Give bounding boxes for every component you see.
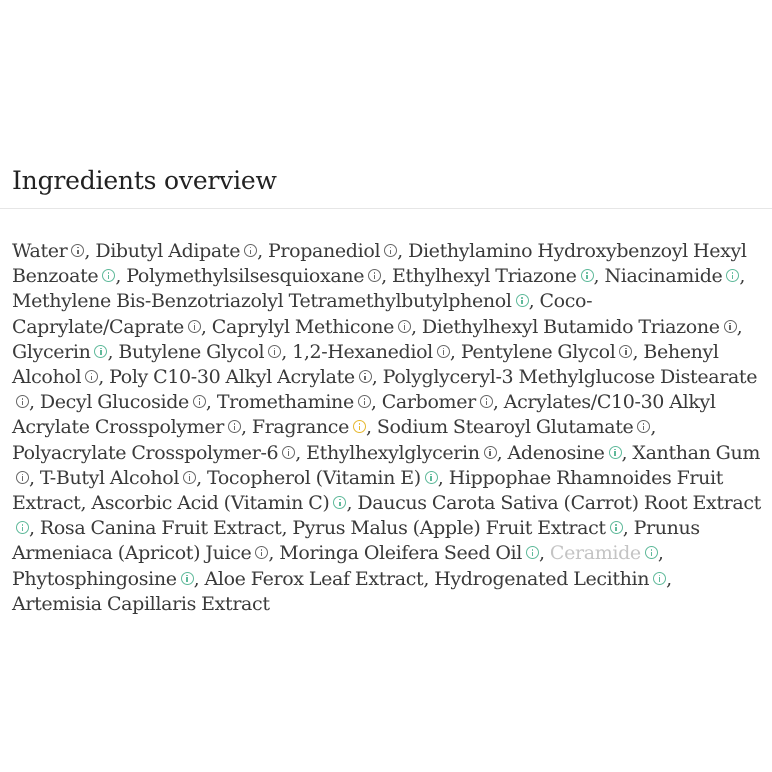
ingredient-separator: , — [666, 567, 672, 590]
ingredient-separator: , — [29, 517, 40, 540]
section-divider — [0, 208, 772, 209]
ingredient-name[interactable]: T-Butyl Alcohol — [39, 466, 180, 489]
ingredient-name[interactable]: Niacinamide — [604, 265, 723, 288]
ingredient-item — [12, 240, 84, 262]
ingredient-name[interactable]: Water — [12, 240, 68, 262]
ingredient-name[interactable]: Prunus Armeniaca (Apricot) Juice — [12, 517, 700, 565]
ingredient-item — [217, 391, 371, 413]
ingredient-name[interactable]: Ethylhexyl Triazone — [392, 265, 577, 288]
ingredient-name[interactable]: Dibutyl Adipate — [95, 240, 241, 262]
ingredient-item — [12, 568, 194, 590]
info-icon[interactable] — [619, 345, 632, 358]
ingredient-separator: , — [84, 240, 96, 262]
ingredient-name[interactable]: Caprylyl Methicone — [211, 315, 394, 338]
ingredient-separator: , — [346, 492, 358, 515]
info-icon[interactable] — [16, 471, 29, 484]
ingredient-item — [212, 316, 411, 338]
ingredient-separator: , — [281, 517, 293, 540]
ingredient-item — [422, 316, 737, 338]
ingredient-name[interactable]: Phytosphingosine — [12, 567, 177, 590]
ingredient-separator: , — [381, 265, 392, 288]
ingredient-name[interactable]: Coco-Caprylate/Caprate — [12, 290, 593, 338]
info-icon[interactable] — [645, 546, 658, 559]
ingredient-item — [377, 416, 651, 438]
ingredient-separator: , — [528, 290, 540, 313]
ingredient-name[interactable]: Xanthan Gum — [632, 441, 761, 464]
ingredient-item — [550, 542, 658, 564]
ingredient-separator: , — [107, 340, 119, 363]
ingredient-item — [392, 265, 594, 287]
ingredient-name[interactable]: Butylene Glycol — [118, 340, 265, 363]
info-icon[interactable] — [516, 294, 529, 307]
ingredient-item — [508, 442, 622, 464]
ingredient-separator: , — [200, 315, 212, 338]
ingredient-item — [279, 542, 539, 564]
ingredient-name[interactable]: Methylene Bis-Benzotriazolyl Tetramethylbutylphenol — [12, 290, 512, 313]
ingredient-separator: , — [736, 315, 743, 338]
ingredient-separator: , — [437, 466, 449, 489]
ingredient-separator: , — [657, 542, 664, 565]
ingredient-item — [268, 240, 397, 262]
ingredient-name[interactable]: Diethylhexyl Butamido Triazone — [421, 315, 720, 338]
info-icon[interactable] — [255, 546, 268, 559]
ingredient-name[interactable]: Propanediol — [267, 240, 381, 262]
ingredient-name[interactable]: Ascorbic Acid (Vitamin C) — [91, 492, 330, 515]
ingredient-name[interactable]: Rosa Canina Fruit Extract — [39, 517, 282, 540]
ingredient-name[interactable]: Polyacrylate Crosspolymer-6 — [12, 441, 279, 464]
ingredient-separator: , — [492, 391, 504, 414]
ingredient-name[interactable]: Tocopherol (Vitamin E) — [207, 466, 421, 489]
info-icon[interactable] — [16, 521, 29, 534]
ingredient-item — [205, 568, 424, 590]
info-icon[interactable] — [188, 320, 201, 333]
ingredient-item — [91, 492, 346, 514]
info-icon[interactable] — [16, 395, 29, 408]
ingredient-item — [461, 341, 633, 363]
info-icon[interactable] — [359, 370, 372, 383]
ingredient-item — [252, 416, 366, 438]
info-icon[interactable] — [653, 572, 666, 585]
ingredient-item — [118, 341, 281, 363]
ingredient-item — [40, 467, 196, 489]
ingredient-separator: , — [423, 567, 435, 590]
info-icon[interactable] — [102, 269, 115, 282]
info-icon[interactable] — [384, 244, 397, 257]
ingredient-name[interactable]: Adenosine — [507, 441, 605, 464]
ingredient-separator: , — [622, 517, 634, 540]
ingredient-name[interactable]: Pentylene Glycol — [460, 340, 616, 363]
ingredient-separator: , — [621, 441, 633, 464]
ingredient-name[interactable]: Carbomer — [381, 391, 476, 414]
ingredient-separator: , — [257, 240, 268, 262]
ingredient-list — [12, 239, 764, 617]
info-icon[interactable] — [85, 370, 98, 383]
ingredient-name[interactable]: Diethylamino Hydroxybenzoyl Hexyl Benzoate — [12, 240, 747, 288]
ingredient-item — [12, 341, 107, 363]
ingredient-separator: , — [80, 492, 92, 515]
ingredient-separator: , — [240, 416, 252, 439]
info-icon[interactable] — [183, 471, 196, 484]
ingredient-separator: , — [281, 340, 293, 363]
ingredient-separator: , — [370, 391, 382, 414]
ingredient-item — [292, 341, 450, 363]
ingredient-name[interactable]: Artemisia Capillaris Extract — [12, 592, 270, 615]
info-icon[interactable] — [181, 572, 194, 585]
ingredient-item — [126, 265, 381, 287]
ingredient-name[interactable]: Hippophae Rhamnoides Fruit Extract — [12, 466, 724, 515]
info-icon[interactable] — [437, 345, 450, 358]
ingredient-item — [40, 391, 206, 413]
ingredient-separator: , — [410, 315, 422, 338]
ingredient-separator: , — [193, 567, 205, 590]
ingredient-name[interactable]: Behenyl Alcohol — [12, 340, 719, 389]
ingredient-separator: , — [115, 265, 127, 288]
ingredient-name[interactable]: Polymethylsilsesquioxane — [126, 265, 365, 288]
ingredient-separator: , — [366, 416, 377, 439]
ingredient-separator: , — [539, 542, 550, 565]
info-icon[interactable] — [333, 496, 346, 509]
ingredient-item — [40, 517, 282, 539]
ingredient-separator: , — [268, 542, 280, 565]
ingredient-separator: , — [496, 441, 508, 464]
info-icon[interactable] — [228, 420, 241, 433]
info-icon[interactable] — [724, 320, 737, 333]
ingredient-separator: , — [205, 391, 217, 414]
ingredient-name[interactable]: Acrylates/C10-30 Alkyl Acrylate Crosspolymer — [12, 391, 716, 439]
ingredient-separator: , — [650, 416, 657, 439]
ingredient-separator: , — [295, 441, 307, 464]
info-icon[interactable] — [609, 446, 622, 459]
ingredient-name[interactable]: Tromethamine — [216, 391, 354, 414]
ingredient-item — [382, 391, 493, 413]
ingredient-item — [604, 265, 739, 287]
ingredient-name[interactable]: Moringa Oleifera Seed Oil — [279, 542, 523, 565]
ingredient-item — [292, 517, 622, 539]
info-icon[interactable] — [244, 244, 257, 257]
info-icon[interactable] — [268, 345, 281, 358]
ingredient-item — [434, 568, 666, 590]
section-title: Ingredients overview — [12, 166, 277, 195]
info-icon[interactable] — [480, 395, 493, 408]
info-icon[interactable] — [358, 395, 371, 408]
ingredient-name[interactable]: Glycerin — [12, 340, 91, 363]
ingredient-separator: , — [593, 265, 605, 288]
ingredient-name[interactable]: Decyl Glucoside — [39, 391, 189, 414]
ingredient-separator: , — [196, 466, 207, 489]
ingredient-separator: , — [449, 340, 461, 363]
ingredient-item — [12, 442, 295, 464]
ingredient-separator: , — [29, 466, 40, 489]
ingredient-name[interactable]: Hydrogenated Lecithin — [434, 567, 650, 590]
ingredient-separator: , — [397, 240, 409, 262]
ingredient-name[interactable]: Daucus Carota Sativa (Carrot) Root Extract — [357, 492, 761, 515]
info-icon[interactable] — [726, 269, 739, 282]
ingredient-name[interactable]: Polyglyceryl-3 Methylglucose Distearate — [382, 366, 758, 389]
info-icon[interactable] — [193, 395, 206, 408]
ingredient-name[interactable]: Poly C10-30 Alkyl Acrylate — [109, 366, 355, 389]
ingredient-name[interactable]: Sodium Stearoyl Glutamate — [376, 416, 634, 439]
info-icon[interactable] — [398, 320, 411, 333]
ingredient-name[interactable]: 1,2-Hexanediol — [292, 340, 433, 363]
ingredient-separator: , — [371, 366, 383, 389]
info-icon[interactable] — [368, 269, 381, 282]
ingredient-item — [12, 290, 529, 312]
info-icon[interactable] — [353, 420, 366, 433]
info-icon[interactable] — [610, 521, 623, 534]
ingredient-item — [109, 366, 372, 388]
info-icon[interactable] — [282, 446, 295, 459]
info-icon[interactable] — [637, 420, 650, 433]
ingredient-name[interactable]: Ethylhexylglycerin — [306, 441, 480, 464]
ingredient-separator: , — [632, 340, 644, 363]
ingredient-separator: , — [739, 265, 746, 288]
info-icon[interactable] — [71, 244, 84, 257]
ingredient-item — [207, 467, 438, 489]
info-icon[interactable] — [526, 546, 539, 559]
info-icon[interactable] — [94, 345, 107, 358]
info-icon[interactable] — [484, 446, 497, 459]
ingredient-name[interactable]: Fragrance — [251, 416, 349, 439]
info-icon[interactable] — [581, 269, 594, 282]
info-icon[interactable] — [425, 471, 438, 484]
ingredient-item — [12, 593, 270, 615]
ingredient-name[interactable]: Aloe Ferox Leaf Extract — [204, 567, 424, 590]
ingredient-name[interactable]: Ceramide — [549, 542, 641, 565]
ingredient-separator: , — [29, 391, 40, 414]
ingredient-item — [306, 442, 497, 464]
ingredient-name[interactable]: Pyrus Malus (Apple) Fruit Extract — [292, 517, 606, 540]
ingredient-item — [95, 240, 257, 262]
ingredient-separator: , — [98, 366, 110, 389]
